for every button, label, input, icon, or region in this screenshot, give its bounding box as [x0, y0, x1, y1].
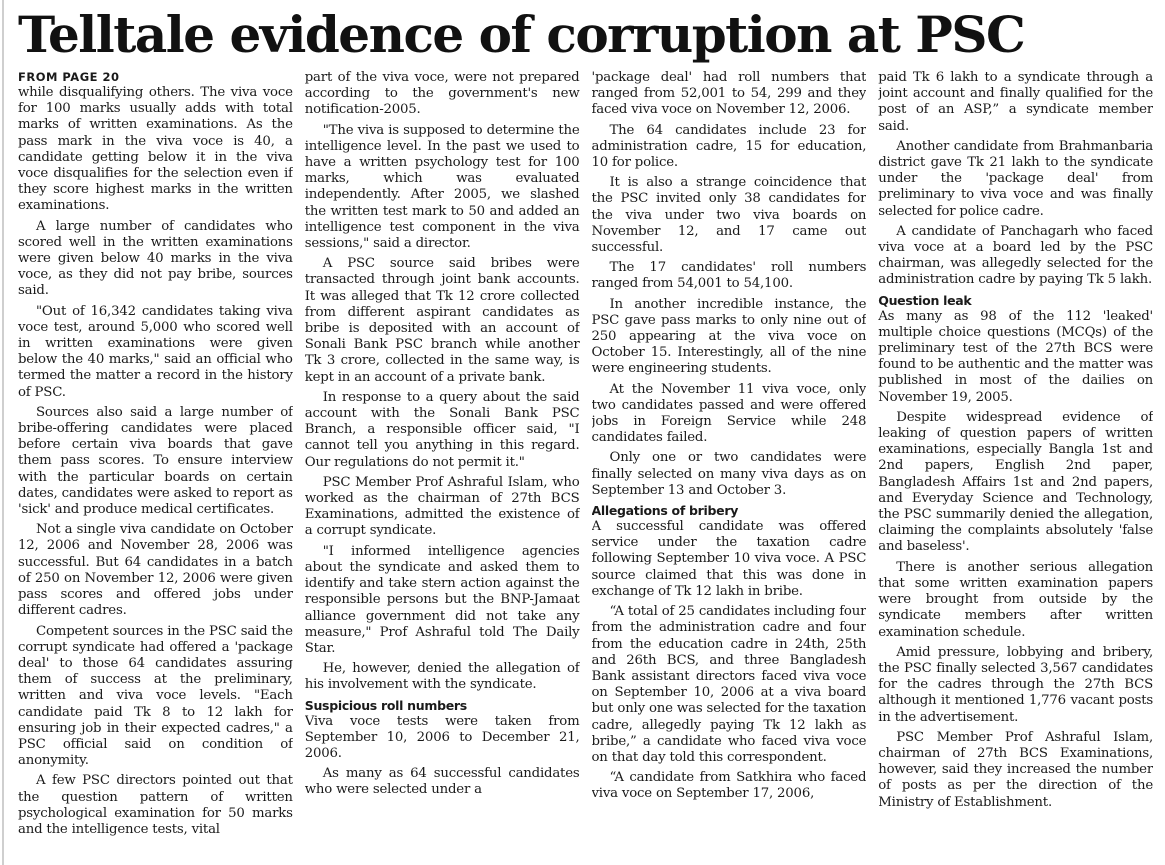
article-paragraph: A large number of candidates who scored well in the written examinations were given below 40 marks in the viva voce, as they did not pay bribe, sources said. [18, 218, 293, 299]
article-paragraph: "Out of 16,342 candidates taking viva voce test, around 5,000 who scored well in written examinations were given below the 40 marks," said an official who termed the matter a record in the history of PSC. [18, 303, 293, 400]
article-paragraph: Another candidate from Brahmanbaria district gave Tk 21 lakh to the syndicate under the 'package deal' from preliminary to viva voce and was finally selected for police cadre. [878, 138, 1153, 219]
article-paragraph: The 17 candidates' roll numbers ranged from 54,001 to 54,100. [591, 260, 867, 292]
article-paragraph: A few PSC directors pointed out that the question pattern of written psychological examination for 50 marks and the intelligence tests, vital [18, 773, 293, 837]
article-paragraph: 'package deal' had roll numbers that ranged from 52,001 to 54, 299 and they faced viva voce on November 12, 2006. [591, 70, 867, 118]
article-paragraph: part of the viva voce, were not prepared according to the government's new notification-2005. [304, 70, 580, 118]
article-paragraph: "The viva is supposed to determine the intelligence level. In the past we used to have a written psychology test for 100 marks, which was evaluated independently. After 2005, we slashed the written test mark to 50 and added an intelligence test component in the viva sessions," said a director. [304, 122, 580, 252]
article-paragraph: Despite widespread evidence of leaking of question papers of written examinations, especially Bangla 1st and 2nd papers, English 2nd paper, Bangladesh Affairs 1st and 2nd papers, and Everyday Science and Technology, the PSC summarily denied the allegation, claiming the complaints absolutely 'false and baseless'. [878, 409, 1153, 555]
column-rule [2, 0, 4, 865]
article-paragraph: The 64 candidates include 23 for administration cadre, 15 for education, 10 for police. [591, 122, 867, 171]
kicker: FROM PAGE 20 [18, 70, 120, 84]
article-paragraph: Sources also said a large number of bribe-offering candidates were placed before certain viva boards that gave them pass scores. To ensure interview with the particular boards on certain dates, candidates were asked to report as 'sick' and produce medical certificates. [18, 404, 293, 518]
article-paragraph: PSC Member Prof Ashraful Islam, who worked as the chairman of 27th BCS Examinations, admitted the existence of a corrupt syndicate. [304, 474, 580, 539]
article-paragraph: A PSC source said bribes were transacted through joint bank accounts. It was alleged that Tk 12 crore collected from different aspirant candidates as bribe is deposited with an account of Sonali Bank PSC branch while another Tk 3 crore, collected in the same way, is kept in an account of a private bank. [304, 256, 580, 385]
headline: Telltale evidence of corruption at PSC [18, 5, 1025, 64]
column-1 [18, 70, 293, 862]
article-paragraph: Only one or two candidates were finally selected on many viva days as on September 13 and October 3. [591, 450, 867, 498]
article-paragraph: Competent sources in the PSC said the corrupt syndicate had offered a 'package deal' to those 64 candidates assuring them of success at the preliminary, written and viva voce levels. "Each candidate paid Tk 8 to 12 lakh for ensuring job in their expected cadres," a PSC official said on condition of anonymity. [18, 623, 293, 769]
article-paragraph: Not a single viva candidate on October 12, 2006 and November 28, 2006 was successful. But 64 candidates in a batch of 250 on November 12, 2006 were given pass scores and offered jobs under different cadres. [18, 522, 293, 619]
article-paragraph: There is another serious allegation that some written examination papers were brought from outside by the syndicate members after written examination schedule. [878, 559, 1153, 640]
article-paragraph: “A candidate from Satkhira who faced viva voce on September 17, 2006, [591, 770, 867, 802]
article-paragraph: Amid pressure, lobbying and bribery, the PSC finally selected 3,567 candidates for the cadres through the 27th BCS although it mentioned 1,776 vacant posts in the advertisement. [878, 644, 1153, 725]
article-body [18, 70, 1153, 862]
article-paragraph: "I informed intelligence agencies about the syndicate and asked them to identify and take stern action against the responsible persons but the BNP-Jamaat alliance government did not take any measure," Prof Ashraful told The Daily Star. [304, 543, 580, 656]
section-subhead: Question leak [878, 292, 972, 308]
article-paragraph: PSC Member Prof Ashraful Islam, chairman of 27th BCS Examinations, however, said they increased the number of posts as per the direction of the Ministry of Establishment. [878, 729, 1153, 810]
article-paragraph: It is also a strange coincidence that the PSC invited only 38 candidates for the viva under two viva boards on November 12, and 17 came out successful. [591, 175, 867, 256]
article-paragraph: In another incredible instance, the PSC gave pass marks to only nine out of 250 appearing at the viva voce on October 15. Interestingly, all of the nine were engineering students. [591, 296, 867, 377]
section-subhead: Suspicious roll numbers [304, 697, 467, 713]
column-4 [878, 70, 1153, 862]
article-paragraph: “A total of 25 candidates including four from the administration cadre and four from the education cadre in 24th, 25th and 26th BCS, and three Bangladesh Bank assistant directors faced viva voce on September 10, 2006 at a viva board but only one was selected for the taxation cadre, allegedly paying Tk 12 lakh as bribe,” a candidate who faced viva voce on that day told this correspondent. [591, 604, 867, 765]
article-paragraph: In response to a query about the said account with the Sonali Bank PSC Branch, a responsible officer said, "I cannot tell you anything in this regard. Our regulations do not permit it." [304, 389, 580, 470]
article-paragraph: paid Tk 6 lakh to a syndicate through a joint account and finally qualified for the post of an ASP,” a syndicate member said. [878, 70, 1153, 134]
article-paragraph: As many as 64 successful candidates who were selected under a [304, 766, 580, 798]
article-paragraph: At the November 11 viva voce, only two candidates passed and were offered jobs in Foreign Service while 248 candidates failed. [591, 381, 867, 446]
article-paragraph: Viva voce tests were taken from September 10, 2006 to December 21, 2006. [304, 713, 580, 761]
section-subhead: Allegations of bribery [591, 503, 739, 519]
article-paragraph: A successful candidate was offered service under the taxation cadre following September 10 viva voce. A PSC source claimed that this was done in exchange of Tk 12 lakh in bribe. [591, 519, 867, 599]
article-paragraph: while disqualifying others. The viva voce for 100 marks usually adds with total marks of written examinations. As the pass mark in the viva voce is 40, a candidate getting below it in the viva voce disqualifies for the selection even if they score highest marks in the written examinations. [18, 85, 293, 214]
article-paragraph: A candidate of Panchagarh who faced viva voce at a board led by the PSC chairman, was allegedly selected for the administration cadre by paying Tk 5 lakh. [878, 223, 1153, 288]
article-paragraph: He, however, denied the allegation of his involvement with the syndicate. [304, 661, 580, 693]
column-2 [305, 70, 580, 862]
article-paragraph: As many as 98 of the 112 'leaked' multiple choice questions (MCQs) of the preliminary test of the 27th BCS were found to be authentic and the matter was published in most of the dailies on November 19, 2005. [878, 308, 1153, 405]
column-3 [592, 70, 867, 862]
